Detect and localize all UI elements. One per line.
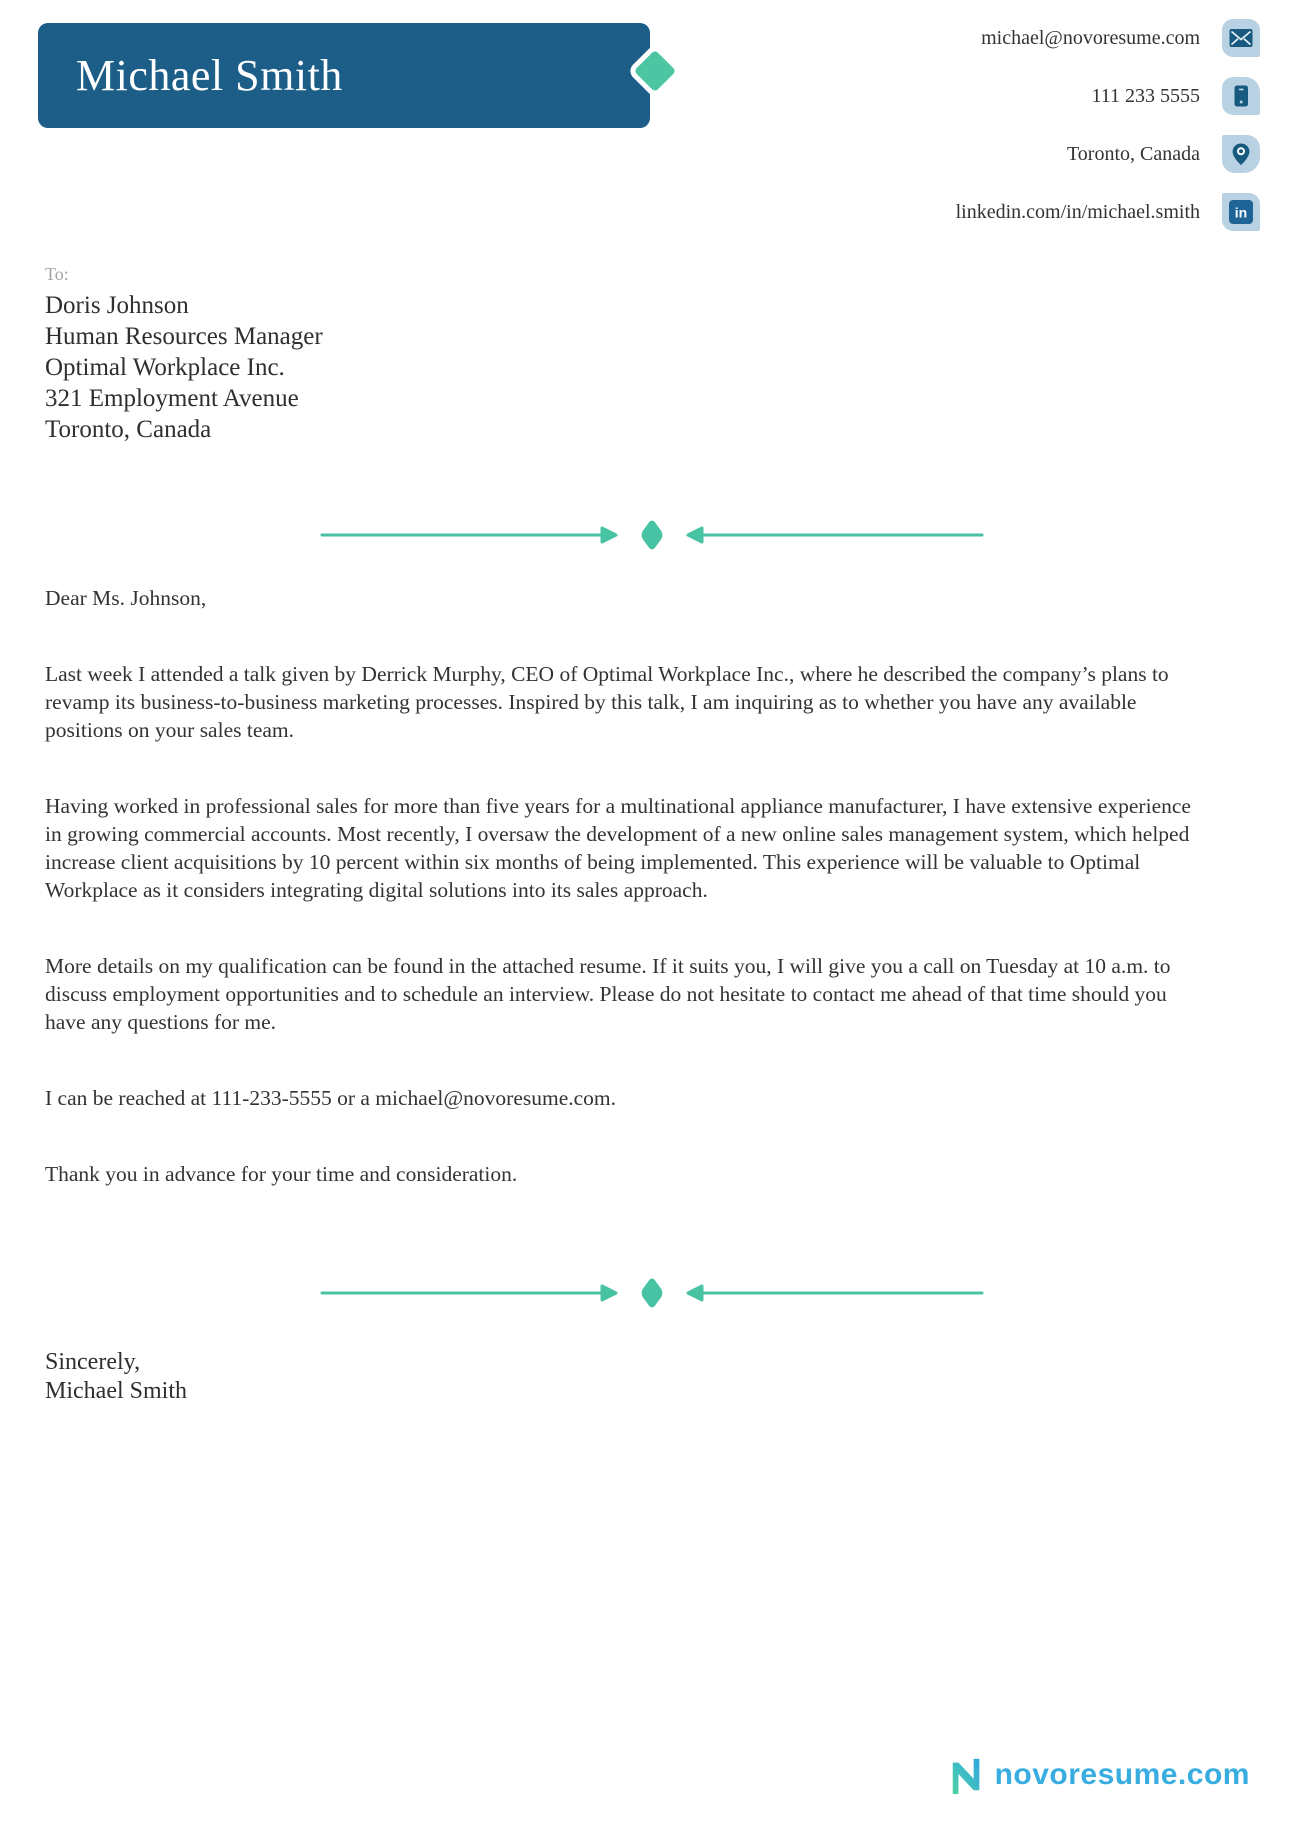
location-pin-icon: [1222, 135, 1260, 173]
paragraph-1: Last week I attended a talk given by Derrick Murphy, CEO of Optimal Workplace Inc., where he described the company’s plans to revamp its business-to-business marketing processes. Inspired by this talk, I am inquiring as to whether you have any available positions on your sales team.: [45, 662, 1169, 742]
divider-arrow-right-icon: [602, 1286, 616, 1300]
paragraph-3: More details on my qualification can be found in the attached resume. If it suits you, I will give you a call on Tuesday at 10 a.m. to discuss employment opportunities and to schedule an interview. Please do not hesitate to contact me ahead of that time should you have any questions for me.: [45, 954, 1171, 1034]
contact-linkedin: linkedin.com/in/michael.smith: [955, 200, 1200, 223]
signature-name: Michael Smith: [45, 1378, 187, 1404]
svg-text:in: in: [1234, 204, 1248, 221]
diamond-accent-icon: [627, 42, 684, 99]
sender-name: Michael Smith: [76, 51, 343, 100]
contact-phone: 111 233 5555: [1091, 84, 1200, 107]
contact-email: michael@novoresume.com: [981, 26, 1200, 49]
section-divider-bottom: [317, 1271, 987, 1315]
recipient-company: Optimal Workplace Inc.: [45, 354, 285, 381]
brand-text: novoresume.com: [994, 1758, 1250, 1791]
novoresume-logo-icon: [948, 1756, 986, 1794]
divider-arrow-right-icon: [602, 528, 616, 542]
mail-icon: [1222, 19, 1260, 57]
contact-phone-row: [956, 77, 1260, 115]
recipient-title: Human Resources Manager: [45, 323, 323, 350]
divider-diamond-icon: [640, 518, 664, 552]
section-divider-top: [317, 513, 987, 557]
recipient-address: 321 Employment Avenue: [45, 385, 299, 412]
contact-list: [956, 19, 1260, 251]
paragraph-4: I can be reached at 111-233-5555 or a michael@novoresume.com.: [45, 1086, 617, 1110]
novoresume-brand-link[interactable]: [948, 1756, 1250, 1794]
contact-linkedin-row: [956, 193, 1260, 231]
linkedin-icon: [1222, 193, 1260, 231]
salutation: Dear Ms. Johnson,: [45, 586, 207, 610]
recipient-city: Toronto, Canada: [45, 416, 212, 443]
contact-email-row: [956, 19, 1260, 57]
contact-location: Toronto, Canada: [1066, 142, 1200, 165]
recipient-block: [45, 264, 323, 445]
recipient-to-label: To:: [45, 264, 69, 284]
closing-line: Sincerely,: [45, 1349, 141, 1375]
paragraph-5: Thank you in advance for your time and consideration.: [45, 1162, 518, 1186]
divider-diamond-icon: [640, 1276, 664, 1310]
header-name-band: [38, 23, 650, 128]
divider-arrow-left-icon: [688, 1286, 702, 1300]
divider-arrow-left-icon: [688, 528, 702, 542]
contact-location-row: [956, 135, 1260, 173]
recipient-name: Doris Johnson: [45, 292, 189, 319]
letter-body: [45, 584, 1205, 1236]
signature-block: [45, 1348, 187, 1406]
phone-icon: [1222, 77, 1260, 115]
paragraph-2: Having worked in professional sales for more than five years for a multinational appliance manufacturer, I have extensive experience in growing commercial accounts. Most recently, I oversaw the development of a new online sales management system, which helped increase client acquisitions by 10 percent within six months of being implemented. This experience will be valuable to Optimal Workplace as it considers integrating digital solutions into its sales approach.: [45, 794, 1191, 902]
